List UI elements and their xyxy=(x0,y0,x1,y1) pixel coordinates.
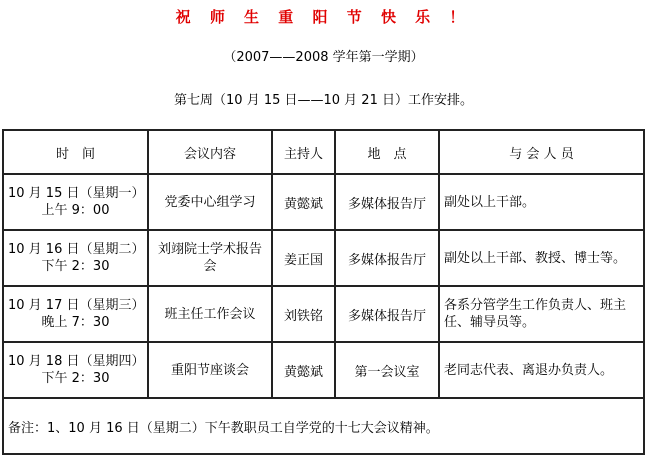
time-cell xyxy=(3,286,148,342)
clock-text: 上午 9：00 xyxy=(41,203,110,218)
time-cell xyxy=(3,174,148,230)
header-attendees: 与 会 人 员 xyxy=(439,130,644,174)
attendees-cell: 老同志代表、离退办负责人。 xyxy=(439,342,644,398)
host-cell: 姜正国 xyxy=(272,230,335,286)
schedule-table xyxy=(2,129,645,455)
time-cell xyxy=(3,230,148,286)
date-text: 10 月 15 日（星期一） xyxy=(8,186,145,201)
place-cell: 第一会议室 xyxy=(335,342,439,398)
greeting-heading: 祝 师 生 重 阳 节 快 乐 ！ xyxy=(175,8,472,26)
place-cell: 多媒体报告厅 xyxy=(335,286,439,342)
content-cell: 班主任工作会议 xyxy=(148,286,272,342)
note-row xyxy=(3,398,644,454)
host-cell: 黄懿斌 xyxy=(272,174,335,230)
table-row xyxy=(3,230,644,286)
attendees-cell: 副处以上干部、教授、博士等。 xyxy=(439,230,644,286)
content-cell: 刘翊院士学术报告会 xyxy=(148,230,272,286)
week-title: 第七周（10 月 15 日——10 月 21 日）工作安排。 xyxy=(174,93,473,108)
date-text: 10 月 17 日（星期三） xyxy=(8,298,145,313)
table-header-row xyxy=(3,130,644,174)
table-row xyxy=(3,342,644,398)
host-cell: 刘铁铭 xyxy=(272,286,335,342)
table-row xyxy=(3,286,644,342)
time-cell xyxy=(3,342,148,398)
clock-text: 下午 2：30 xyxy=(41,371,110,386)
header-time: 时 间 xyxy=(3,130,148,174)
date-text: 10 月 16 日（星期二） xyxy=(8,242,145,257)
header-content: 会议内容 xyxy=(148,130,272,174)
content-cell: 重阳节座谈会 xyxy=(148,342,272,398)
note-cell: 备注：1、10 月 16 日（星期二）下午教职员工自学党的十七大会议精神。 xyxy=(3,398,644,454)
content-cell: 党委中心组学习 xyxy=(148,174,272,230)
header-place: 地 点 xyxy=(335,130,439,174)
date-text: 10 月 18 日（星期四） xyxy=(8,354,145,369)
semester-subtitle: （2007——2008 学年第一学期） xyxy=(223,50,424,65)
attendees-cell: 各系分管学生工作负责人、班主任、辅导员等。 xyxy=(439,286,644,342)
table-row xyxy=(3,174,644,230)
attendees-cell: 副处以上干部。 xyxy=(439,174,644,230)
place-cell: 多媒体报告厅 xyxy=(335,230,439,286)
host-cell: 黄懿斌 xyxy=(272,342,335,398)
clock-text: 晚上 7：30 xyxy=(41,315,110,330)
header-host: 主持人 xyxy=(272,130,335,174)
place-cell: 多媒体报告厅 xyxy=(335,174,439,230)
clock-text: 下午 2：30 xyxy=(41,259,110,274)
